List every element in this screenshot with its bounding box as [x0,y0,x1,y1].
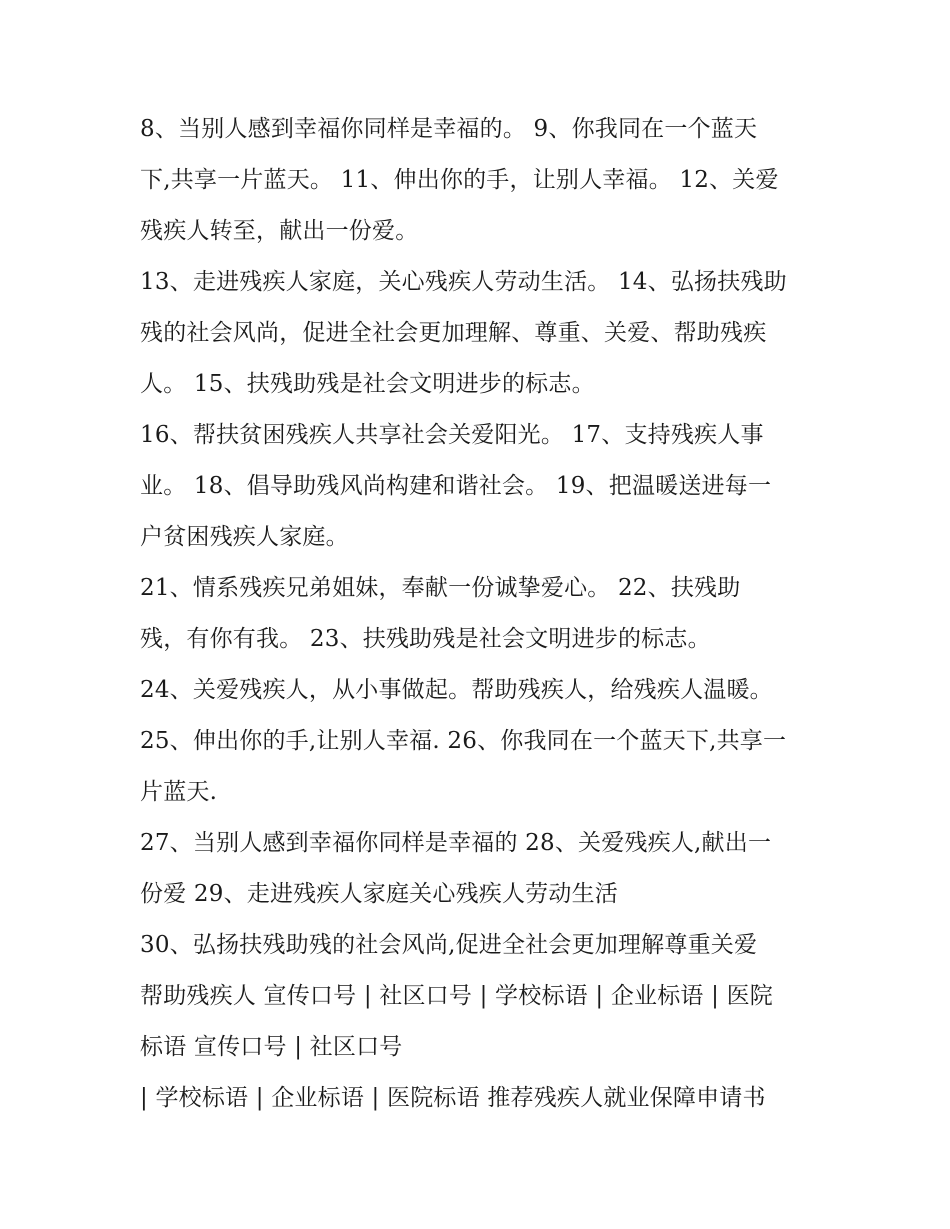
text-line-15: 27、当别人感到幸福你同样是幸福的 28、关爱残疾人,献出一 [140,830,772,856]
text-line-6: 人。 15、扶残助残是社会文明进步的标志。 [140,371,595,397]
text-line-2: 下,共享一片蓝天。 11、伸出你的手，让别人幸福。 12、关爱 [140,167,779,193]
text-line-11: 残，有你有我。 23、扶残助残是社会文明进步的标志。 [140,626,711,652]
text-line-16: 份爱 29、走进残疾人家庭关心残疾人劳动生活 [140,881,618,907]
text-line-1: 8、当别人感到幸福你同样是幸福的。 9、你我同在一个蓝天 [140,116,758,142]
text-line-12: 24、关爱残疾人，从小事做起。帮助残疾人，给残疾人温暖。 [140,677,773,703]
text-line-19: 标语 宣传口号 | 社区口号 [140,1034,403,1060]
text-line-20: | 学校标语 | 企业标语 | 医院标语 推荐残疾人就业保障申请书 [140,1085,766,1111]
text-line-3: 残疾人转至，献出一份爱。 [140,218,419,244]
text-line-13: 25、伸出你的手,让别人幸福. 26、你我同在一个蓝天下,共享一 [140,728,787,754]
text-line-7: 16、帮扶贫困残疾人共享社会关爱阳光。 17、支持残疾人事 [140,422,764,448]
text-line-14: 片蓝天. [140,779,218,805]
text-line-8: 业。 18、倡导助残风尚构建和谐社会。 19、把温暖送进每一 [140,473,772,499]
text-line-4: 13、走进残疾人家庭，关心残疾人劳动生活。 14、弘扬扶残助 [140,269,787,295]
text-line-18: 帮助残疾人 宣传口号 | 社区口号 | 学校标语 | 企业标语 | 医院 [140,983,773,1009]
text-line-5: 残的社会风尚，促进全社会更加理解、尊重、关爱、帮助残疾 [140,320,767,346]
text-line-9: 户贫困残疾人家庭。 [140,524,349,550]
text-line-17: 30、弘扬扶残助残的社会风尚,促进全社会更加理解尊重关爱 [140,932,758,958]
text-line-10: 21、情系残疾兄弟姐妹，奉献一份诚挚爱心。 22、扶残助 [140,575,741,601]
